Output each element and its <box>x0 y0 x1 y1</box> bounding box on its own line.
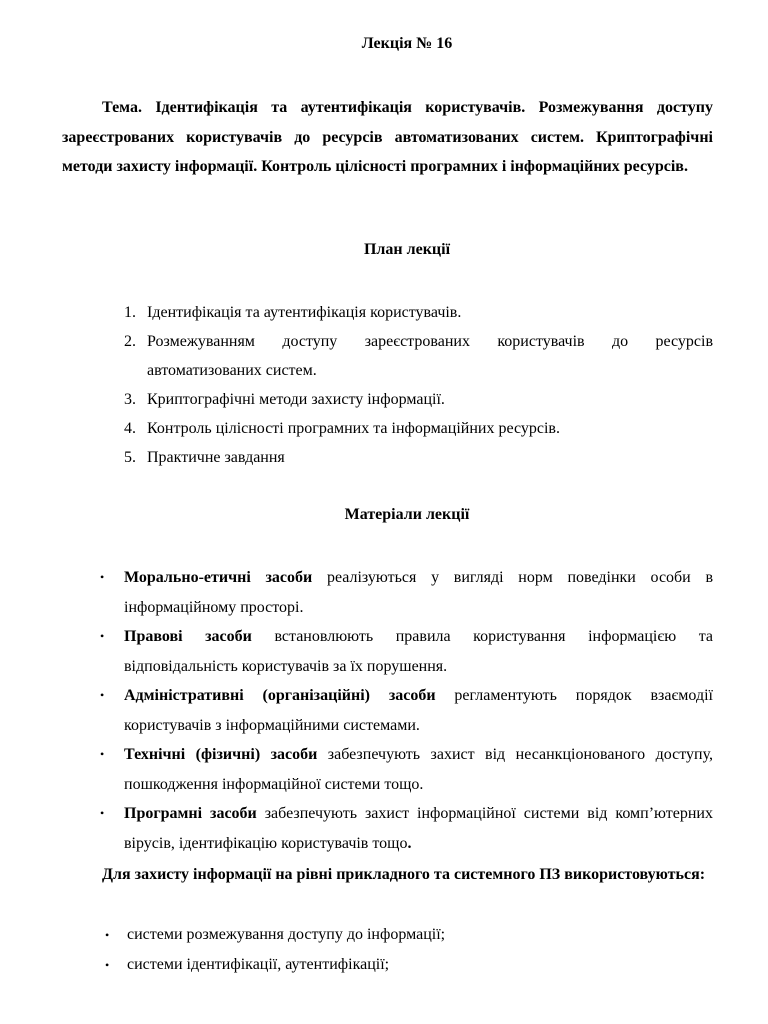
materials-item-text: реалізуються у вигляді норм поведінки особи в інформаційному просторі. <box>124 569 713 616</box>
materials-item-term: Програмні засоби <box>124 805 257 822</box>
plan-item <box>62 327 713 385</box>
software-protection-item <box>62 950 713 980</box>
materials-item-tail: . <box>407 834 412 852</box>
software-protection-item-text: системи ідентифікації, аутентифікації; <box>127 956 390 973</box>
materials-item-term: Технічні (фізичні) засоби <box>124 746 318 763</box>
bullet-icon: • <box>100 570 105 584</box>
plan-item-number: 3. <box>124 391 136 408</box>
plan-item-text: Практичне завдання <box>147 449 285 466</box>
software-protection-item-text: системи розмежування доступу до інформації; <box>127 926 446 943</box>
materials-item-text: забезпечують захист інформаційної системи від комп’ютерних вірусів, ідентифікацію користувачів тощо <box>124 805 713 852</box>
materials-item <box>62 681 713 740</box>
materials-item <box>62 622 713 681</box>
plan-item-number: 2. <box>124 333 136 350</box>
materials-item-term: Морально-етичні засоби <box>124 569 313 586</box>
materials-item-term: Адміністративні (організаційні) засоби <box>124 687 436 704</box>
bullet-icon: • <box>100 806 105 820</box>
plan-heading: План лекції <box>363 241 451 258</box>
plan-item-number: 1. <box>124 304 136 321</box>
materials-item-term: Правові засоби <box>124 628 252 645</box>
plan-item <box>62 414 713 443</box>
plan-item <box>62 298 713 327</box>
plan-item <box>62 443 713 472</box>
software-protection-item <box>62 920 713 950</box>
plan-item <box>62 385 713 414</box>
bullet-icon: • <box>105 958 110 972</box>
plan-item-text: Розмежуванням доступу зареєстрованих користувачів до ресурсів автоматизованих систем. <box>147 333 713 379</box>
bullet-icon: • <box>100 629 105 643</box>
software-protection-intro: Для захисту інформації на рівні прикладного та системного ПЗ використовуються: <box>102 866 706 883</box>
lecture-title: Лекція № 16 <box>361 35 453 52</box>
bullet-icon: • <box>105 928 110 942</box>
plan-list <box>62 298 713 472</box>
materials-item <box>62 563 713 622</box>
plan-item-text: Ідентифікація та аутентифікація користувачів. <box>147 304 462 321</box>
plan-item-number: 5. <box>124 449 136 466</box>
plan-item-text: Криптографічні методи захисту інформації. <box>147 391 445 408</box>
materials-item-text: забезпечують захист від несанкціонованого доступу, пошкодження інформаційної системи тощо. <box>124 746 714 793</box>
plan-item-number: 4. <box>124 420 136 437</box>
materials-item-text: встановлюють правила користування інформацією та відповідальність користувачів за їх порушення. <box>124 628 714 675</box>
plan-item-text: Контроль цілісності програмних та інформаційних ресурсів. <box>147 420 560 437</box>
materials-item-text: регламентують порядок взаємодії користувачів з інформаційними системами. <box>124 687 714 734</box>
materials-item <box>62 740 713 799</box>
bullet-icon: • <box>100 747 105 761</box>
materials-item <box>62 799 713 858</box>
materials-list <box>62 563 713 858</box>
bullet-icon: • <box>100 688 105 702</box>
lecture-topic: Тема. Ідентифікація та аутентифікація користувачів. Розмежування доступу зареєстрованих користувачів до ресурсів автоматизованих систем. Криптографічні методи захисту інформації. Контроль цілісності програмних і інформаційних ресурсів. <box>62 99 713 175</box>
software-protection-list <box>62 920 713 980</box>
materials-heading: Матеріали лекції <box>344 506 470 523</box>
